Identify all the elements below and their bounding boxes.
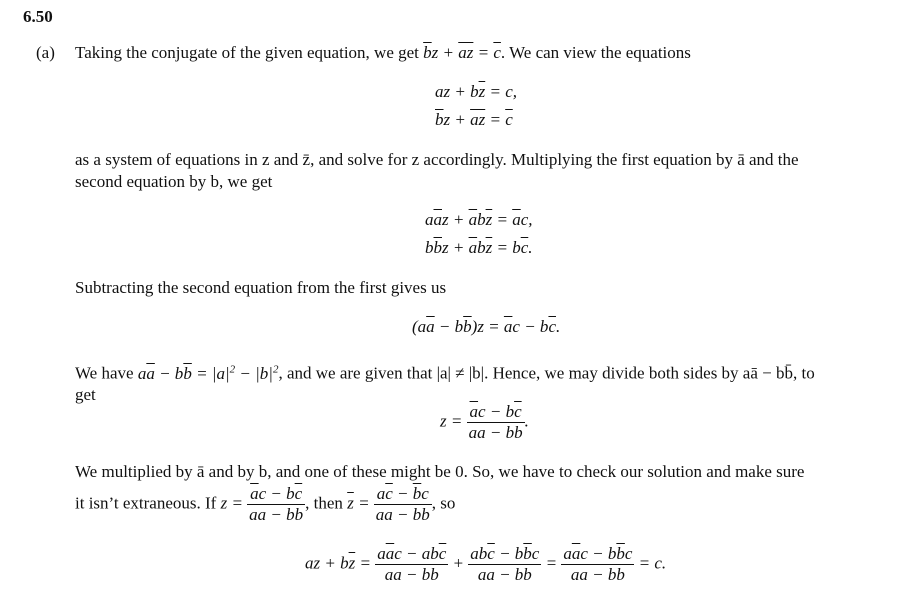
equation-4: z = $\frac{\overline{a}c - b\overline{c}}{a\overline{a} - b\overline{b}}$ . [440,402,529,442]
equation-2a: $a\overline{a}z + \overline{a}b\overline{z} = \overline{a}c$, [425,210,533,229]
inline-equation-1: $\overline{b}z + \overline{az} = \overline{c}$ [423,43,501,62]
text-line-4: Subtracting the second equation from the first gives us [75,278,447,297]
equation-3: $(a\overline{a} - b\overline{b})z = \overline{a}c - b\overline{c}$. [412,317,561,336]
text-line-3: second equation by b, we get [75,172,273,191]
text-line-8: it isn’t extraneous. If z = $\frac{\overline{a}c - b\overline{c}}{a\overline{a} - b\overline{b}}$ , then $\overline{z}$ = $\frac{a\overline{c} - \overline{b}c}{a\overline{a} - b\overline{b}}$ , so [75,484,456,524]
text-line-6: get [75,385,96,404]
equation-final: az + $b\overline{z}$ = $\frac{a\overline{a}c - ab\overline{c}}{a\overline{a} - b\overline{b}}$ + $\frac{ab\overline{c} - b\overline{b}c}{a\overline{a} - b\overline{b}}$ = $\frac{a\overline{a}c - b\overline{b}c}{a\overline{a} - b\overline{b}}$ = c. [305,544,667,584]
fraction-final-2: $\frac{ab\overline{c} - b\overline{b}c}{a\overline{a} - b\overline{b}}$ [470,544,540,584]
inline-equation-2: $a\overline{a} - b\overline{b} = |a|^2 - |b|^2$ [137,363,279,383]
fraction-zbar-inline: $\frac{a\overline{c} - \overline{b}c}{a\overline{a} - b\overline{b}}$ [375,484,430,524]
text-line-7: We multiplied by ā and by b, and one of these might be 0. So, we have to check our solution and make sure [75,462,805,481]
equation-1b: $\overline{b}z + \overline{az} = \overline{c}$ [435,110,513,129]
fraction-final-1: $\frac{a\overline{a}c - ab\overline{c}}{a\overline{a} - b\overline{b}}$ [377,544,447,584]
equation-1a: az + $b\overline{z} = c$, [435,82,517,101]
problem-number: 6.50 [23,7,53,26]
part-label: (a) [36,43,55,62]
equation-2b: $b\overline{b}z + \overline{a}b\overline{z} = b\overline{c}$. [425,238,533,257]
text-line-1: Taking the conjugate of the given equation, we get $\overline{b}z + \overline{az} = \overline{c}$. We can view the equations [75,43,691,62]
text-line-5: We have $a\overline{a} - b\overline{b} = |a|^2 - |b|^2$, and we are given that |a| ≠ |b|. Hence, we may divide both sides by aā − bb̄, to [75,363,815,383]
fraction-z-inline: $\frac{\overline{a}c - b\overline{c}}{a\overline{a} - b\overline{b}}$ [249,484,304,524]
fraction-final-3: $\frac{a\overline{a}c - b\overline{b}c}{a\overline{a} - b\overline{b}}$ [563,544,633,584]
fraction-z: $\frac{\overline{a}c - b\overline{c}}{a\overline{a} - b\overline{b}}$ [468,402,523,442]
text-line-2: as a system of equations in z and z̄, and solve for z accordingly. Multiplying the first equation by ā and the [75,150,799,169]
